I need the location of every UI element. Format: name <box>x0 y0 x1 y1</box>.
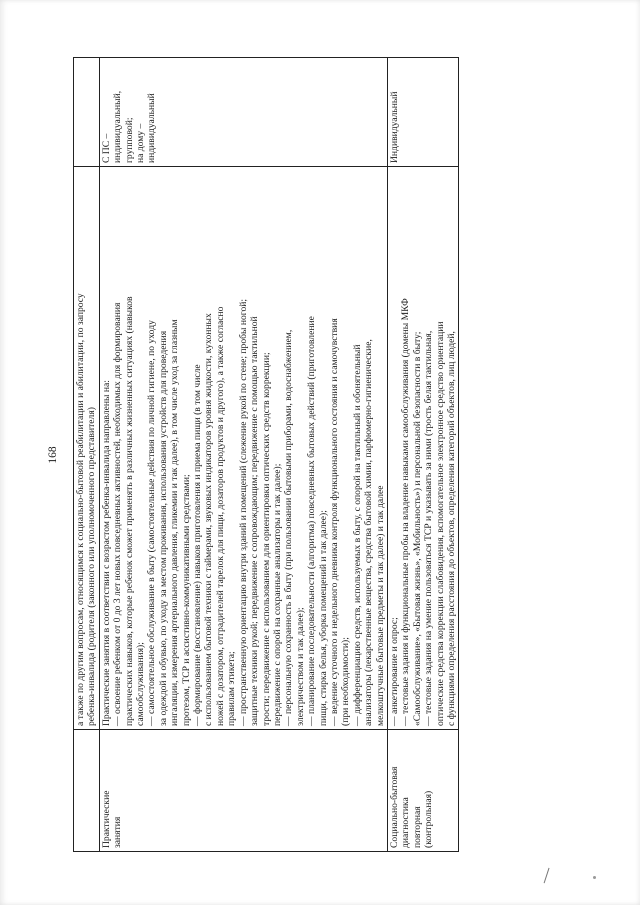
table-row <box>99 58 387 852</box>
service-mode-cell <box>387 58 458 167</box>
text-line: протезом, ТСР и ассистивно-коммуникативными средствами; <box>180 474 192 726</box>
service-name-line: занятия <box>112 816 124 848</box>
text-line: — анкетирование и опрос; <box>388 617 400 726</box>
mode-line: Индивидуальный <box>388 91 400 163</box>
mode-line: индивидуальный <box>146 93 158 163</box>
text-line: ножей с дозатором, отградителей тарелок для пищи, дозаторов продуктов и другого), а также согласно <box>214 306 226 726</box>
text-line: правилам этикета; <box>226 651 238 726</box>
mode-line: индивидуальный, <box>112 90 124 163</box>
text-line: пищи, стирка белья, уборка помещений и так далее); <box>317 510 329 726</box>
text-line: оптические средства коррекции слабовидения, вспомогательное электронное средство ориентации <box>434 321 446 726</box>
text-line: — освоение ребенком от 0 до 3 лет новых повседневных активностей, необходимых для формирования <box>112 302 124 726</box>
service-mode-cell <box>99 58 387 167</box>
text-line: — формирование (восстановление) навыков приготовления и приема пищи (в том числе <box>192 364 204 726</box>
service-name-cell <box>74 730 100 852</box>
text-line: электричеством и так далее); <box>294 607 306 726</box>
service-name-cell <box>99 730 387 852</box>
mode-line: групповой; <box>123 117 135 163</box>
text-line: ингаляции, измерения артериального давления, гликемии и так далее), в том числе уход за глазным <box>169 319 181 726</box>
table-row <box>387 58 458 852</box>
text-line: — дифференциацию средств, используемых в быту, с опорой на тактильный и обонятельный <box>351 344 363 726</box>
text-line: — планирование последовательности (алгоритма) повседневных бытовых действий (приготовление <box>306 316 318 726</box>
text-line: а также по другим вопросам, относящимся к социально-бытовой реабилитации и абилитации, по запросу <box>75 293 86 726</box>
text-line: мелкоштучные бытовые предметы и так далее) и так далее <box>374 485 386 726</box>
text-line: — тестовые задания на умение пользоваться ТСР и указывать за ними (трость белая тактильная, <box>423 330 435 726</box>
mode-line: на дому – <box>135 123 147 163</box>
text-line: трости; передвижение с использованием для ориентировки оптических средств коррекции; <box>260 352 272 726</box>
text-line: — тестовые задания и функциональные пробы на владение навыками самообслуживания (домены МКФ <box>400 298 412 726</box>
text-line: — персональную сохранность в быту (при пользовании бытовыми приборами, водоснабжением, <box>283 329 295 726</box>
service-content-cell <box>387 167 458 730</box>
scan-artifact-mark <box>544 868 553 884</box>
service-name-line: диагностика <box>400 797 412 848</box>
text-line: — самостоятельное обслуживание в быту (самостоятельные действия по личной гигиене, по уходу <box>146 320 158 726</box>
mode-line: С ПС – <box>100 133 112 163</box>
page-number: 168 <box>47 446 59 464</box>
service-name-line: повторная <box>411 806 423 848</box>
service-mode-cell <box>74 58 100 167</box>
text-line: с функциями определения расстояния до объектов, определения категорий объектов, лиц людей, <box>446 331 457 726</box>
service-name-line: Социально-бытовая <box>388 766 400 848</box>
text-line: — пространственную ориентацию внутри зданий и помещений (слежение рукой по стене; пробы ногой; <box>237 298 249 726</box>
service-name-line: (контрольная) <box>423 790 435 848</box>
rotated-landscape-page <box>47 58 540 852</box>
text-line: передвижение с опорой на сохранные анализаторы и так далее); <box>271 463 283 726</box>
service-content-cell <box>99 167 387 730</box>
service-content-cell <box>74 167 100 730</box>
text-line: «Самообслуживание», «Бытовая жизнь», «Мобильность») и персональной безопасности в быту; <box>411 331 423 726</box>
text-line: Практические занятия в соответствии с возрастом ребенка-инвалида направлены на: <box>100 380 112 726</box>
text-line: за одеждой и обувью, по уходу за местом проживания, использования устройств для проведения <box>157 330 169 726</box>
rehabilitation-services-table <box>73 57 459 852</box>
text-line: с использованием бытовой техники с таймерами, звуковых индикаторов уровня жидкости, кухонных <box>203 313 215 726</box>
scan-artifact-dot <box>593 876 596 879</box>
text-line: самообслуживания); <box>135 642 147 726</box>
text-line: защитные техники рукой; передвижение с сопровождающим; передвижение с помощью тактильной <box>249 316 261 726</box>
service-name-cell <box>387 730 458 852</box>
text-line: анализаторы (лекарственные вещества, средства бытовой химии, парфюмерно-гигиенические, <box>363 339 375 726</box>
service-name-line: Практические <box>100 790 112 848</box>
text-line: (при необходимости); <box>340 637 352 726</box>
text-line: ребенка-инвалида (родителя (законного или уполномоченного представителя) <box>86 407 98 726</box>
table-row <box>74 58 100 852</box>
text-line: — ведение суточного и недельного дневника контроля функционального состояния и самочувствия <box>328 318 340 726</box>
text-line: практических навыков, которые ребенок сможет применять в различных жизненных ситуациях (навыков <box>123 296 135 726</box>
